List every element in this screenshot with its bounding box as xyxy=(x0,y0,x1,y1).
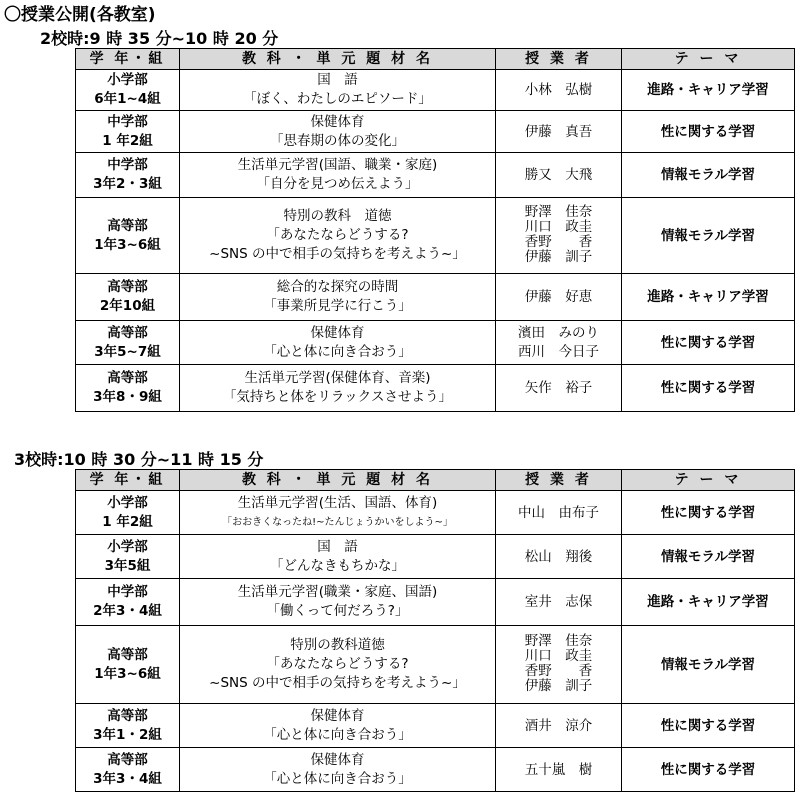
grade-cell xyxy=(76,70,180,111)
grade-division: 高等部 xyxy=(107,646,148,663)
theme-cell: 情報モラル学習 xyxy=(622,535,795,579)
header-row xyxy=(76,470,795,491)
subject-cell xyxy=(180,491,496,535)
subject-cell xyxy=(180,198,496,274)
theme-cell: 進路・キャリア学習 xyxy=(622,579,795,626)
page-title: 〇授業公開(各教室) xyxy=(4,5,156,25)
subject-name: 生活単元学習(国語、職業・家庭) xyxy=(237,157,438,173)
grade-cell xyxy=(76,491,180,535)
theme-cell: 性に関する学習 xyxy=(622,704,795,748)
subject-cell xyxy=(180,626,496,704)
subject-cell xyxy=(180,70,496,111)
subject-unit: 「心と体に向き合おう」 xyxy=(263,343,412,360)
grade-division: 小学部 xyxy=(107,538,148,555)
subject-unit: 「働くって何だろう?」 xyxy=(266,603,409,619)
theme-cell: 進路・キャリア学習 xyxy=(622,274,795,321)
teacher-cell: 室井 志保 xyxy=(496,579,622,626)
subject-cell xyxy=(180,274,496,321)
grade-division: 高等部 xyxy=(107,217,148,234)
subject-unit: 「気持ちと体をリラックスさせよう」 xyxy=(222,389,453,405)
theme-cell: 性に関する学習 xyxy=(622,365,795,412)
period-3-time: 3校時:10 時 30 分~11 時 15 分 xyxy=(14,450,264,469)
theme-cell: 性に関する学習 xyxy=(622,111,795,153)
teacher-cell: 酒井 涼介 xyxy=(496,704,622,748)
teacher-cell: 小林 弘樹 xyxy=(496,70,622,111)
header-row xyxy=(76,49,795,70)
table-row xyxy=(76,198,795,274)
subject-name: 保健体育 xyxy=(310,707,365,724)
subject-cell xyxy=(180,365,496,412)
subject-name: 特別の教科道徳 xyxy=(290,637,385,653)
subject-cell xyxy=(180,321,496,365)
grade-class: 3年8・9組 xyxy=(93,389,162,405)
table-row xyxy=(76,491,795,535)
teacher-cell: 伊藤 真吾 xyxy=(496,111,622,153)
subject-name: 生活単元学習(生活、国語、体育) xyxy=(237,494,438,511)
grade-class: 3年5~7組 xyxy=(94,343,161,360)
grade-class: 2年10組 xyxy=(99,298,156,314)
grade-class: 1 年2組 xyxy=(102,513,153,530)
table-row xyxy=(76,321,795,365)
subject-unit: 「おおきくなったね!~たんじょうかいをしよう~」 xyxy=(222,516,453,528)
grade-cell xyxy=(76,535,180,579)
col-header-subject: 教 科 ・ 単 元 題 材 名 xyxy=(180,49,496,70)
grade-cell xyxy=(76,748,180,792)
teacher-cell: 伊藤 好恵 xyxy=(496,274,622,321)
teacher-cell: 矢作 裕子 xyxy=(496,365,622,412)
subject-name: 生活単元学習(職業・家庭、国語) xyxy=(237,584,438,600)
table-row xyxy=(76,111,795,153)
teacher-name: 川口 政圭 xyxy=(524,218,593,235)
table-row xyxy=(76,70,795,111)
grade-cell xyxy=(76,198,180,274)
grade-class: 2年3・4組 xyxy=(93,603,162,619)
period-2-time: 2校時:9 時 35 分~10 時 20 分 xyxy=(40,29,279,48)
subject-name: 保健体育 xyxy=(310,324,365,341)
subject-unit: 「どんなきもちかな」 xyxy=(270,557,405,574)
teacher-cell: 松山 翔後 xyxy=(496,535,622,579)
teacher-cell: 五十嵐 樹 xyxy=(496,748,622,792)
table-row xyxy=(76,626,795,704)
subject-name: 国 語 xyxy=(317,538,358,555)
grade-class: 3年2・3組 xyxy=(93,176,162,192)
teacher-name: 野澤 佳奈 xyxy=(524,632,593,649)
teacher-name: 濱田 みのり xyxy=(518,324,599,341)
theme-cell: 情報モラル学習 xyxy=(622,153,795,198)
grade-cell xyxy=(76,321,180,365)
teacher-cell: 勝又 大飛 xyxy=(496,153,622,198)
grade-class: 3年1・2組 xyxy=(93,726,162,743)
teacher-cell xyxy=(496,321,622,365)
table-row xyxy=(76,579,795,626)
teacher-name: 伊藤 訓子 xyxy=(524,677,593,694)
period-2-table xyxy=(75,48,795,412)
subject-unit: 「あなたならどうする? xyxy=(266,227,409,243)
subject-unit-line2: ~SNS の中で相手の気持ちを考えよう~」 xyxy=(209,675,466,691)
grade-class: 1年3~6組 xyxy=(94,665,161,682)
grade-division: 高等部 xyxy=(107,324,148,341)
col-header-teacher: 授 業 者 xyxy=(496,49,622,70)
col-header-theme: テ ー マ xyxy=(622,49,795,70)
grade-cell xyxy=(76,626,180,704)
subject-unit: 「心と体に向き合おう」 xyxy=(263,770,412,787)
grade-division: 高等部 xyxy=(107,370,148,386)
subject-unit-line2: ~SNS の中で相手の気持ちを考えよう~」 xyxy=(209,246,466,262)
table-row xyxy=(76,748,795,792)
theme-cell: 進路・キャリア学習 xyxy=(622,70,795,111)
table-row xyxy=(76,704,795,748)
grade-division: 中学部 xyxy=(107,584,148,600)
table-row xyxy=(76,274,795,321)
subject-name: 国 語 xyxy=(317,72,358,88)
col-header-grade: 学 年・組 xyxy=(76,49,180,70)
subject-name: 保健体育 xyxy=(310,751,365,768)
grade-cell xyxy=(76,365,180,412)
grade-cell xyxy=(76,579,180,626)
grade-cell xyxy=(76,704,180,748)
subject-name: 特別の教科 道徳 xyxy=(283,208,392,224)
period-3-table xyxy=(75,469,795,792)
theme-cell: 性に関する学習 xyxy=(622,321,795,365)
col-header-theme: テ ー マ xyxy=(622,470,795,491)
grade-division: 中学部 xyxy=(107,157,148,173)
subject-name: 保健体育 xyxy=(310,113,365,130)
teacher-name: 伊藤 訓子 xyxy=(524,248,593,265)
theme-cell: 情報モラル学習 xyxy=(622,626,795,704)
teacher-name: 野澤 佳奈 xyxy=(524,203,593,220)
grade-class: 6年1~4組 xyxy=(94,91,161,107)
col-header-grade: 学 年・組 xyxy=(76,470,180,491)
subject-name: 生活単元学習(保健体育、音楽) xyxy=(244,370,431,386)
grade-division: 小学部 xyxy=(107,72,148,88)
col-header-teacher: 授 業 者 xyxy=(496,470,622,491)
grade-class: 1年3~6組 xyxy=(94,236,161,253)
subject-unit: 「心と体に向き合おう」 xyxy=(263,726,412,743)
grade-division: 高等部 xyxy=(107,751,148,768)
theme-cell: 性に関する学習 xyxy=(622,491,795,535)
grade-class: 3年3・4組 xyxy=(93,770,162,787)
grade-division: 高等部 xyxy=(107,707,148,724)
teacher-cell: 中山 由布子 xyxy=(496,491,622,535)
subject-unit: 「ぼく、わたしのエピソード」 xyxy=(243,91,432,107)
teacher-name: 香野 香 xyxy=(524,233,593,250)
teacher-cell xyxy=(496,198,622,274)
theme-cell: 情報モラル学習 xyxy=(622,198,795,274)
subject-unit: 「自分を見つめ伝えよう」 xyxy=(256,176,419,192)
teacher-cell xyxy=(496,626,622,704)
subject-cell xyxy=(180,535,496,579)
table-row xyxy=(76,535,795,579)
grade-cell xyxy=(76,111,180,153)
subject-cell xyxy=(180,748,496,792)
subject-name: 総合的な探究の時間 xyxy=(276,279,399,295)
subject-unit: 「事業所見学に行こう」 xyxy=(263,298,412,314)
table-row xyxy=(76,365,795,412)
subject-cell xyxy=(180,704,496,748)
teacher-name: 香野 香 xyxy=(524,662,593,679)
subject-unit: 「あなたならどうする? xyxy=(266,656,409,672)
subject-cell xyxy=(180,111,496,153)
teacher-name: 川口 政圭 xyxy=(524,647,593,664)
grade-class: 3年5組 xyxy=(104,557,151,574)
subject-cell xyxy=(180,579,496,626)
grade-class: 1 年2組 xyxy=(102,132,153,149)
grade-division: 中学部 xyxy=(107,113,148,130)
table-row xyxy=(76,153,795,198)
teacher-name: 西川 今日子 xyxy=(518,343,599,360)
grade-cell xyxy=(76,274,180,321)
subject-cell xyxy=(180,153,496,198)
subject-unit: 「思春期の体の変化」 xyxy=(270,132,405,149)
grade-division: 高等部 xyxy=(107,279,148,295)
grade-division: 小学部 xyxy=(107,494,148,511)
grade-cell xyxy=(76,153,180,198)
theme-cell: 性に関する学習 xyxy=(622,748,795,792)
col-header-subject: 教 科 ・ 単 元 題 材 名 xyxy=(180,470,496,491)
